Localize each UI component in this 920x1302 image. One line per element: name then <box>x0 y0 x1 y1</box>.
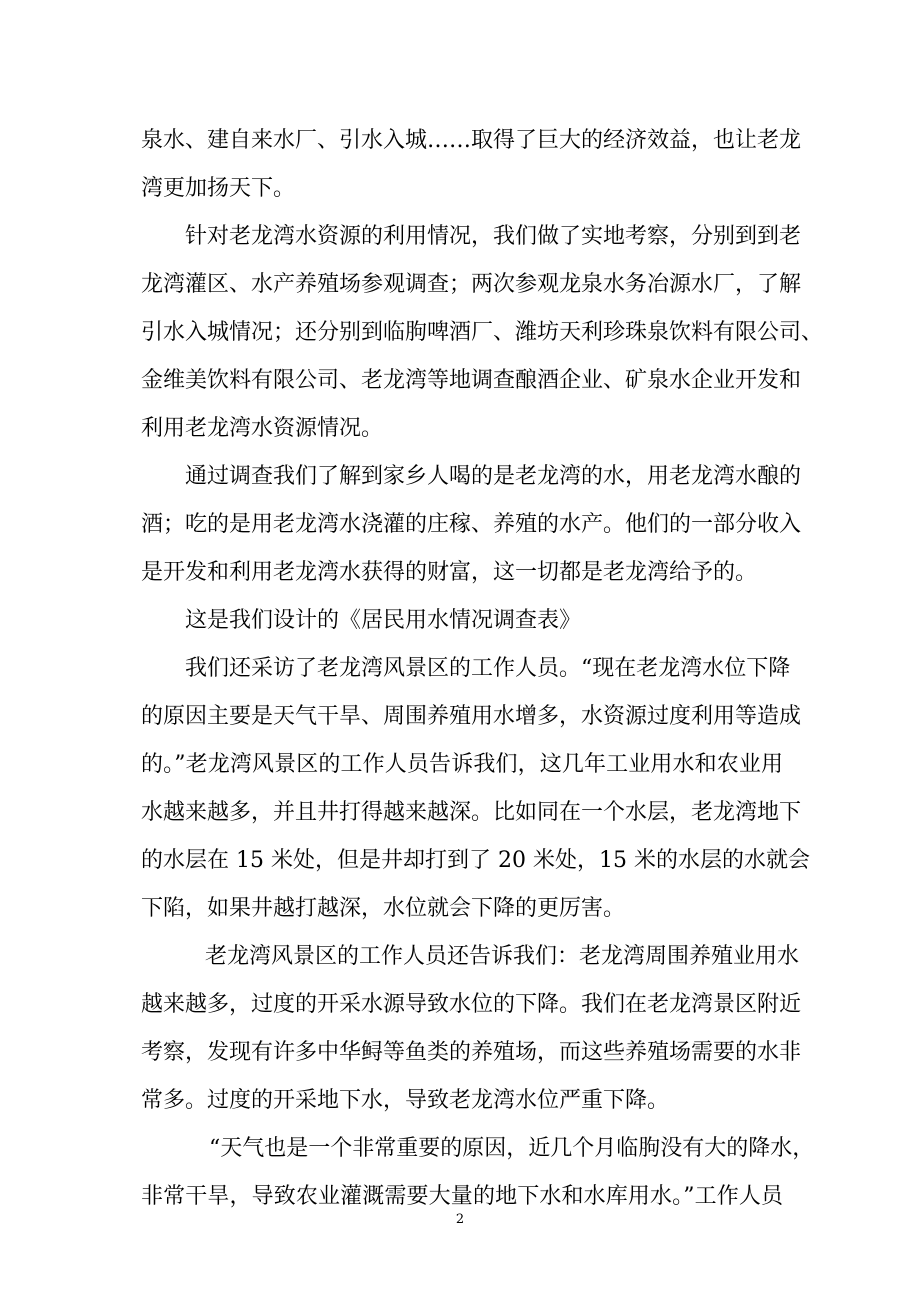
text-line: 老龙湾风景区的工作人员还告诉我们：老龙湾周围养殖业用水 <box>205 944 800 969</box>
text-line: 下陷，如果井越打越深，水位就会下降的更厉害。 <box>141 896 626 921</box>
text-line: 这是我们设计的《居民用水情况调查表》 <box>185 608 582 633</box>
text-line: 我们还采访了老龙湾风景区的工作人员。“现在老龙湾水位下降 <box>185 656 791 681</box>
text-line: 湾更加扬天下。 <box>141 176 296 201</box>
text-line: 常多。过度的开采地下水，导致老龙湾水位严重下降。 <box>141 1088 670 1113</box>
text-line: 针对老龙湾水资源的利用情况，我们做了实地考察，分别到到老 <box>185 224 802 249</box>
text-line: 泉水、建自来水厂、引水入城……取得了巨大的经济效益，也让老龙 <box>141 128 802 153</box>
text-line: 利用老龙湾水资源情况。 <box>141 416 384 441</box>
text-line: 非常干旱，导致农业灌溉需要大量的地下水和水库用水。”工作人员 <box>141 1184 783 1209</box>
text-line: 是开发和利用老龙湾水获得的财富，这一切都是老龙湾给予的。 <box>141 560 758 585</box>
text-line: 的。”老龙湾风景区的工作人员告诉我们，这几年工业用水和农业用 <box>141 752 783 777</box>
text-line: 金维美饮料有限公司、老龙湾等地调查酿酒企业、矿泉水企业开发和 <box>141 368 802 393</box>
text-line: 的原因主要是天气干旱、周围养殖用水增多，水资源过度利用等造成 <box>141 704 802 729</box>
text-line: 越来越多，过度的开采水源导致水位的下降。我们在老龙湾景区附近 <box>141 992 802 1017</box>
text-line: “天气也是一个非常重要的原因，近几个月临朐没有大的降水， <box>209 1136 815 1161</box>
text-line: 考察，发现有许多中华鲟等鱼类的养殖场，而这些养殖场需要的水非 <box>141 1040 802 1065</box>
text-line: 龙湾灌区、水产养殖场参观调查；两次参观龙泉水务冶源水厂，了解 <box>141 272 802 297</box>
page-number: 2 <box>455 1212 465 1227</box>
text-line: 通过调查我们了解到家乡人喝的是老龙湾的水，用老龙湾水酿的 <box>185 464 802 489</box>
text-line: 引水入城情况；还分别到临朐啤酒厂、潍坊天利珍珠泉饮料有限公司、 <box>141 320 824 345</box>
text-line: 酒；吃的是用老龙湾水浇灌的庄稼、养殖的水产。他们的一部分收入 <box>141 512 802 537</box>
text-line: 的水层在 15 米处，但是井却打到了 20 米处，15 米的水层的水就会 <box>141 848 810 873</box>
text-line: 水越来越多，并且井打得越来越深。比如同在一个水层，老龙湾地下 <box>141 800 802 825</box>
